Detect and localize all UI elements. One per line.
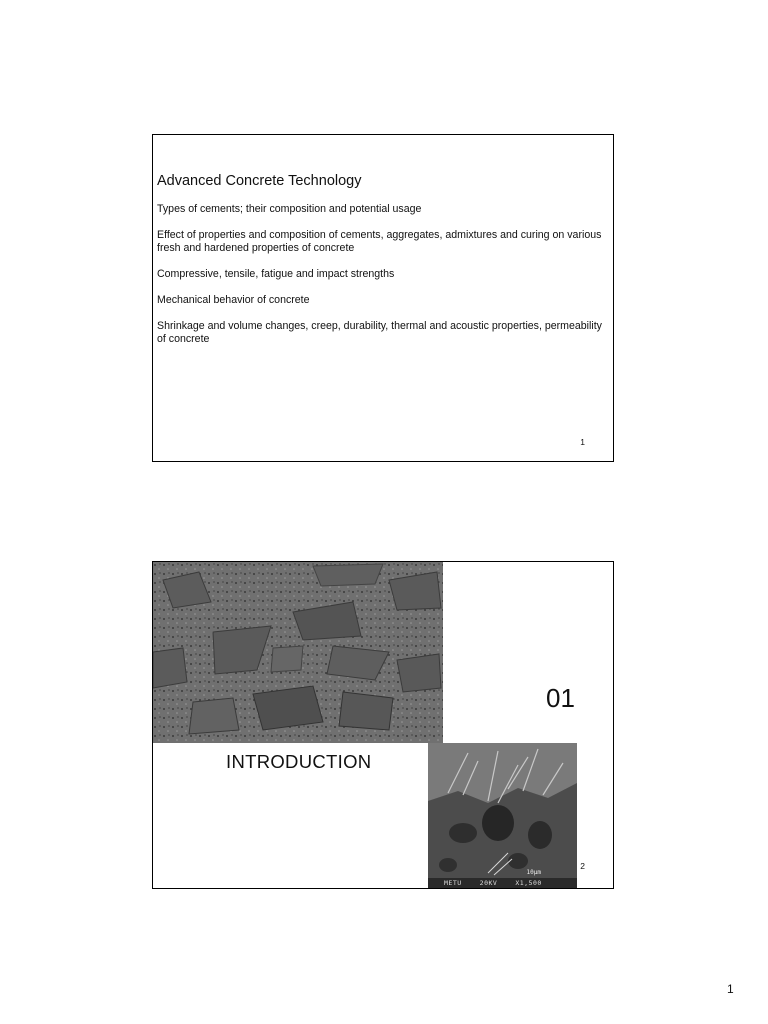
sem-caption	[428, 878, 577, 889]
topic-item: Compressive, tensile, fatigue and impact strengths	[157, 268, 395, 280]
sem-caption-voltage: 20KV	[479, 879, 498, 887]
sem-scale-bar: 10μm	[526, 869, 541, 876]
slide-1-title: Advanced Concrete Technology	[157, 173, 362, 189]
chapter-number: 01	[546, 683, 575, 713]
sem-caption-lab: METU	[444, 879, 462, 887]
topic-item: Effect of properties and composition of cements, aggregates, admixtures and curing on various fresh and hardened properties of concrete	[157, 229, 602, 254]
concrete-cross-section-photo	[153, 562, 443, 743]
chapter-heading: INTRODUCTION	[226, 751, 372, 772]
sem-micrograph-photo	[428, 743, 577, 889]
topic-item: Shrinkage and volume changes, creep, durability, thermal and acoustic properties, permeability of concrete	[157, 320, 602, 345]
sem-caption-magnification: X1,500	[515, 879, 542, 887]
slide-2-number: 2	[580, 861, 585, 871]
slide-1-number: 1	[580, 437, 585, 447]
slide-1	[152, 134, 614, 462]
page-number: 1	[727, 982, 734, 996]
slide-1-topic-list	[157, 203, 609, 359]
slide-2	[152, 561, 614, 889]
topic-item: Mechanical behavior of concrete	[157, 294, 310, 306]
topic-item: Types of cements; their composition and potential usage	[157, 203, 422, 215]
